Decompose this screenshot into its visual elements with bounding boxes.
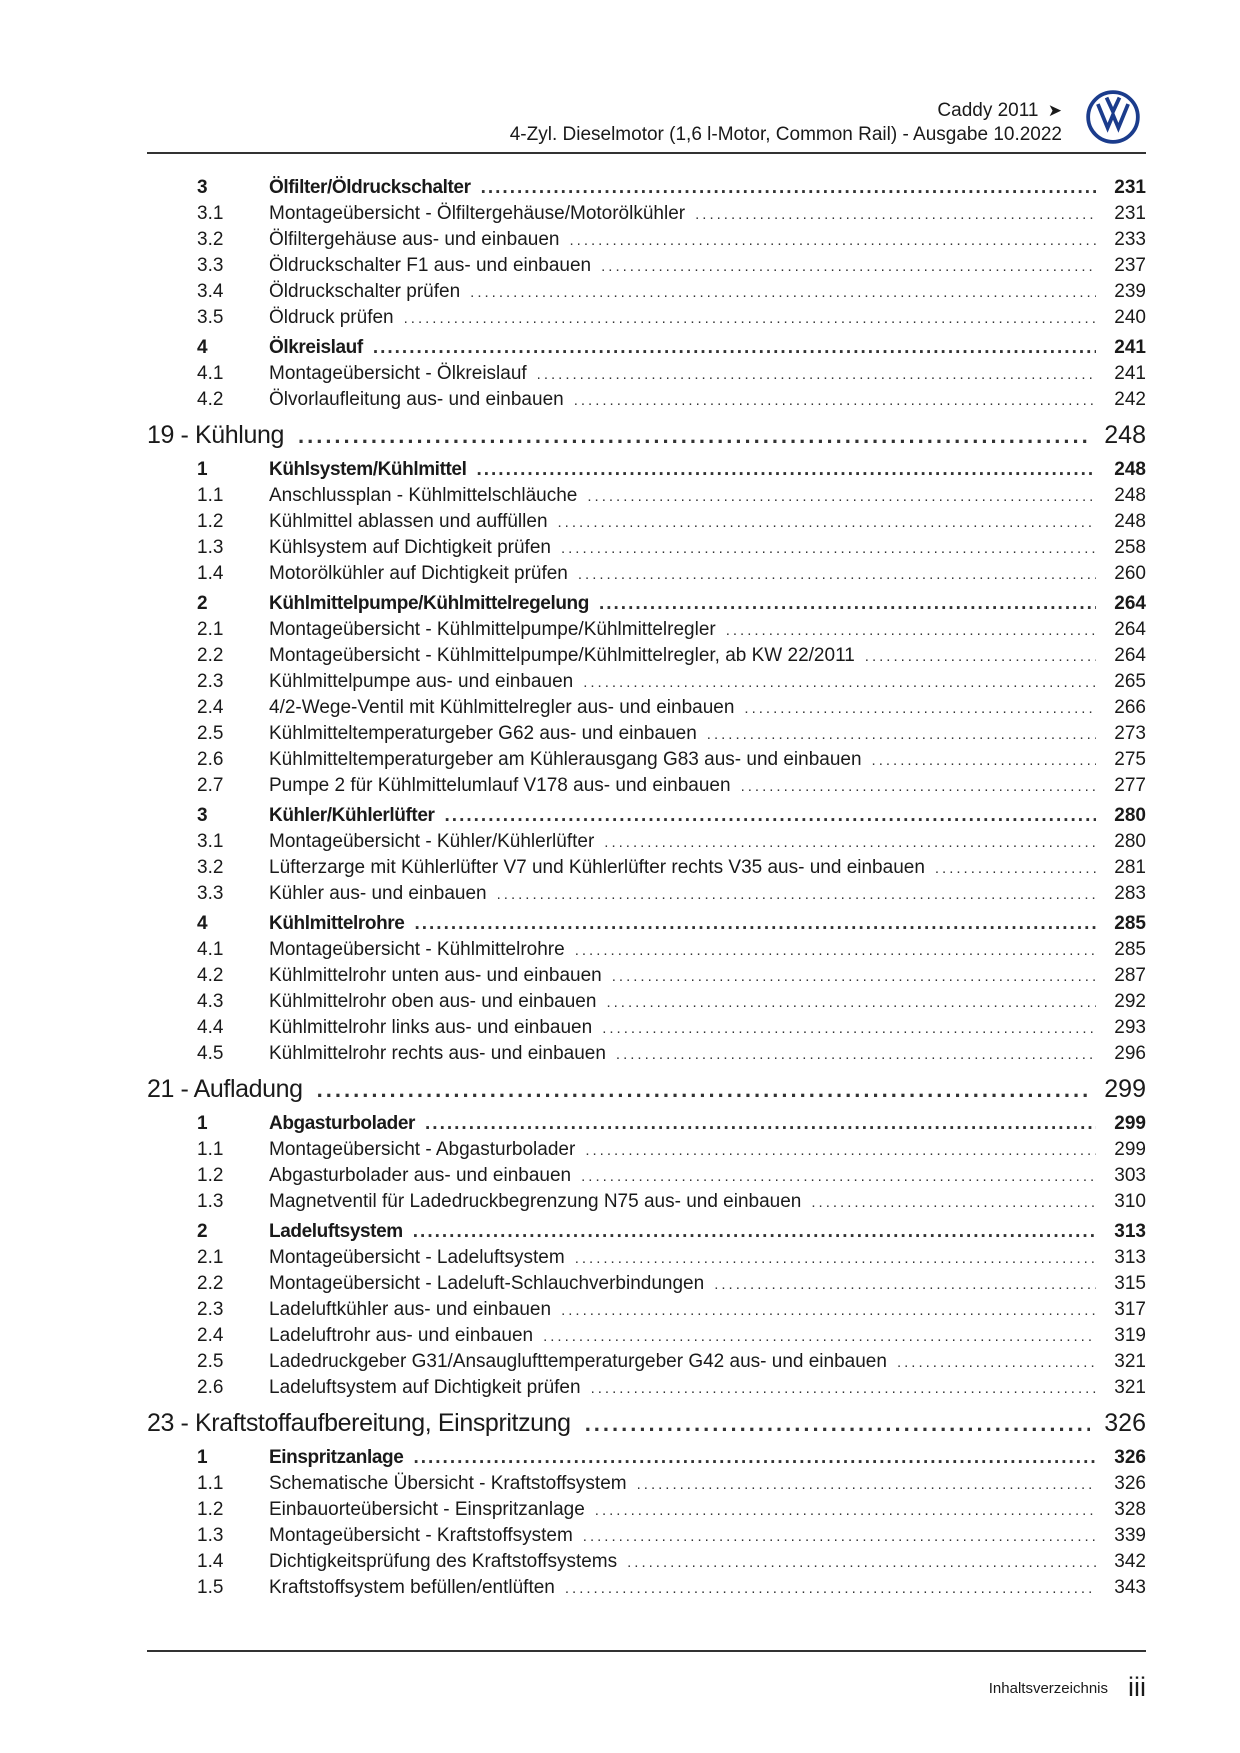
toc-entry-number: 1.1 — [197, 1139, 224, 1160]
toc-subsection-entry[interactable] — [147, 485, 1146, 511]
toc-entry-number: 2.4 — [197, 697, 224, 718]
toc-entry-page: 283 — [1114, 883, 1146, 904]
toc-entry-title: Montageübersicht - Kühlmittelpumpe/Kühlmittelregler, ab KW 22/2011 — [269, 645, 855, 666]
toc-entry-title: Kühlmittelrohr rechts aus- und einbauen — [269, 1043, 606, 1064]
toc-leader-dots — [585, 1411, 1091, 1437]
toc-entry-title: Kühlmitteltemperaturgeber am Kühlerausgang G83 aus- und einbauen — [269, 749, 862, 770]
toc-entry-page: 260 — [1114, 563, 1146, 584]
toc-entry-page: 275 — [1114, 749, 1146, 770]
toc-entry-number: 4.4 — [197, 1017, 224, 1038]
toc-entry-page: 319 — [1114, 1325, 1146, 1346]
toc-entry-title: Kühlmittelpumpe/Kühlmittelregelung — [269, 593, 589, 614]
toc-entry-page: 321 — [1114, 1377, 1146, 1398]
footer-label: Inhaltsverzeichnis — [988, 1680, 1108, 1697]
toc-leader-dots — [565, 1580, 1096, 1597]
toc-subsection-entry[interactable] — [147, 749, 1146, 775]
toc-entry-title: 19 - Kühlung — [147, 421, 284, 449]
toc-entry-page: 241 — [1114, 363, 1146, 384]
toc-leader-dots — [585, 1142, 1096, 1159]
toc-leader-dots — [543, 1328, 1096, 1345]
toc-subsection-entry[interactable] — [147, 1247, 1146, 1273]
toc-subsection-entry[interactable] — [147, 619, 1146, 645]
toc-entry-page: 296 — [1114, 1043, 1146, 1064]
toc-entry-number: 1.2 — [197, 511, 224, 532]
toc-section-entry[interactable] — [147, 1113, 1146, 1139]
toc-entry-title: Ölfiltergehäuse aus- und einbauen — [269, 229, 560, 250]
toc-entry-page: 326 — [1114, 1473, 1146, 1494]
toc-leader-dots — [606, 994, 1096, 1011]
page-footer — [147, 1650, 1146, 1712]
toc-subsection-entry[interactable] — [147, 775, 1146, 801]
toc-subsection-entry[interactable] — [147, 389, 1146, 415]
toc-entry-title: Kühlmittelpumpe aus- und einbauen — [269, 671, 574, 692]
toc-leader-dots — [897, 1354, 1096, 1371]
toc-subsection-entry[interactable] — [147, 1473, 1146, 1499]
toc-entry-title: Öldruckschalter F1 aus- und einbauen — [269, 255, 592, 276]
toc-entry-title: 21 - Aufladung — [147, 1075, 303, 1103]
toc-entry-number: 3.3 — [197, 255, 224, 276]
toc-entry-number: 3.3 — [197, 883, 224, 904]
toc-entry-page: 287 — [1114, 965, 1146, 986]
toc-entry-page: 277 — [1114, 775, 1146, 796]
toc-entry-page: 248 — [1114, 511, 1146, 532]
toc-entry-title: Anschlussplan - Kühlmittelschläuche — [269, 485, 578, 506]
toc-entry-page: 281 — [1114, 857, 1146, 878]
toc-entry-number: 4.5 — [197, 1043, 224, 1064]
toc-entry-page: 313 — [1114, 1247, 1146, 1268]
toc-subsection-entry[interactable] — [147, 831, 1146, 857]
toc-entry-number: 2 — [197, 593, 208, 614]
toc-entry-title: 4/2-Wege-Ventil mit Kühlmittelregler aus- und einbauen — [269, 697, 735, 718]
toc-entry-number: 4.2 — [197, 965, 224, 986]
toc-entry-title: Kühlmittelrohre — [269, 913, 405, 934]
toc-entry-number: 1.1 — [197, 485, 224, 506]
toc-subsection-entry[interactable] — [147, 645, 1146, 671]
toc-entry-title: Öldruckschalter prüfen — [269, 281, 461, 302]
toc-leader-dots — [637, 1476, 1096, 1493]
toc-section-entry[interactable] — [147, 177, 1146, 203]
toc-entry-title: Kühler/Kühlerlüfter — [269, 805, 435, 826]
toc-leader-dots — [595, 1502, 1096, 1519]
toc-entry-title: Kraftstoffsystem befüllen/entlüften — [269, 1577, 555, 1598]
toc-entry-page: 231 — [1114, 177, 1146, 198]
toc-entry-number: 2.1 — [197, 1247, 224, 1268]
toc-entry-number: 3.5 — [197, 307, 224, 328]
toc-entry-page: 248 — [1114, 459, 1146, 480]
toc-subsection-entry[interactable] — [147, 1325, 1146, 1351]
toc-entry-page: 265 — [1114, 671, 1146, 692]
toc-entry-number: 4.2 — [197, 389, 224, 410]
toc-leader-dots — [612, 968, 1096, 985]
toc-entry-title: Ölvorlaufleitung aus- und einbauen — [269, 389, 564, 410]
toc-entry-page: 258 — [1114, 537, 1146, 558]
toc-entry-title: Kühlsystem auf Dichtigkeit prüfen — [269, 537, 551, 558]
toc-entry-page: 264 — [1114, 593, 1146, 614]
toc-subsection-entry[interactable] — [147, 1577, 1146, 1603]
toc-entry-number: 2 — [197, 1221, 208, 1242]
toc-entry-number: 4.1 — [197, 939, 224, 960]
toc-entry-number: 1 — [197, 459, 208, 480]
toc-leader-dots — [744, 700, 1096, 717]
toc-subsection-entry[interactable] — [147, 939, 1146, 965]
toc-section-entry[interactable] — [147, 1447, 1146, 1473]
toc-subsection-entry[interactable] — [147, 1525, 1146, 1551]
toc-section-entry[interactable] — [147, 593, 1146, 619]
toc-entry-number: 3.2 — [197, 229, 224, 250]
toc-subsection-entry[interactable] — [147, 1165, 1146, 1191]
toc-entry-title: Einspritzanlage — [269, 1447, 404, 1468]
toc-entry-title: Dichtigkeitsprüfung des Kraftstoffsystems — [269, 1551, 618, 1572]
toc-leader-dots — [317, 1077, 1091, 1103]
toc-entry-page: 317 — [1114, 1299, 1146, 1320]
toc-entry-number: 2.5 — [197, 1351, 224, 1372]
toc-leader-dots — [811, 1194, 1096, 1211]
toc-entry-title: Montageübersicht - Kühler/Kühlerlüfter — [269, 831, 595, 852]
toc-entry-page: 315 — [1114, 1273, 1146, 1294]
toc-subsection-entry[interactable] — [147, 1273, 1146, 1299]
toc-leader-dots — [476, 459, 1096, 481]
toc-subsection-entry[interactable] — [147, 965, 1146, 991]
toc-subsection-entry[interactable] — [147, 203, 1146, 229]
toc-subsection-entry[interactable] — [147, 723, 1146, 749]
toc-leader-dots — [616, 1046, 1096, 1063]
toc-entry-title: Ladedruckgeber G31/Ansauglufttemperaturgeber G42 aus- und einbauen — [269, 1351, 887, 1372]
toc-leader-dots — [604, 834, 1096, 851]
toc-entry-page: 326 — [1114, 1447, 1146, 1468]
toc-entry-number: 1 — [197, 1113, 208, 1134]
toc-entry-page: 242 — [1114, 389, 1146, 410]
toc-leader-dots — [714, 1276, 1096, 1293]
toc-entry-number: 2.6 — [197, 1377, 224, 1398]
toc-entry-number: 2.3 — [197, 671, 224, 692]
header-model-line — [937, 100, 1062, 122]
toc-leader-dots — [470, 284, 1096, 301]
toc-section-entry[interactable] — [147, 913, 1146, 939]
page-header — [147, 96, 1146, 154]
toc-leader-dots — [413, 1447, 1096, 1469]
toc-entry-number: 1.1 — [197, 1473, 224, 1494]
toc-entry-number: 2.2 — [197, 1273, 224, 1294]
toc-entry-title: Montageübersicht - Kraftstoffsystem — [269, 1525, 573, 1546]
toc-entry-page: 299 — [1114, 1139, 1146, 1160]
toc-leader-dots — [558, 514, 1096, 531]
toc-subsection-entry[interactable] — [147, 1499, 1146, 1525]
toc-entry-page: 339 — [1114, 1525, 1146, 1546]
toc-section-entry[interactable] — [147, 1221, 1146, 1247]
toc-entry-number: 2.2 — [197, 645, 224, 666]
toc-chapter-entry[interactable] — [147, 421, 1146, 457]
toc-subsection-entry[interactable] — [147, 883, 1146, 909]
toc-entry-title: Ladeluftkühler aus- und einbauen — [269, 1299, 552, 1320]
toc-subsection-entry[interactable] — [147, 991, 1146, 1017]
toc-entry-page: 299 — [1114, 1113, 1146, 1134]
header-subtitle: 4-Zyl. Dieselmotor (1,6 l-Motor, Common Rail) - Ausgabe 10.2022 — [509, 124, 1062, 145]
toc-subsection-entry[interactable] — [147, 1043, 1146, 1069]
toc-leader-dots — [872, 752, 1096, 769]
toc-subsection-entry[interactable] — [147, 511, 1146, 537]
toc-leader-dots — [497, 886, 1096, 903]
toc-chapter-entry[interactable] — [147, 1409, 1146, 1445]
footer-page-number: iii — [1128, 1672, 1146, 1702]
toc-leader-dots — [741, 778, 1096, 795]
toc-leader-dots — [726, 622, 1096, 639]
toc-entry-page: 321 — [1114, 1351, 1146, 1372]
toc-entry-number: 1.3 — [197, 1525, 224, 1546]
toc-leader-dots — [935, 860, 1096, 877]
toc-entry-title: Montageübersicht - Kühlmittelrohre — [269, 939, 565, 960]
toc-leader-dots — [583, 1528, 1096, 1545]
toc-subsection-entry[interactable] — [147, 563, 1146, 589]
toc-entry-number: 1 — [197, 1447, 208, 1468]
toc-entry-number: 2.1 — [197, 619, 224, 640]
toc-entry-title: Kühlsystem/Kühlmittel — [269, 459, 467, 480]
toc-entry-page: 239 — [1114, 281, 1146, 302]
toc-entry-number: 4.1 — [197, 363, 224, 384]
toc-leader-dots — [695, 206, 1096, 223]
toc-entry-title: Abgasturbolader aus- und einbauen — [269, 1165, 572, 1186]
toc-entry-number: 3.4 — [197, 281, 224, 302]
toc-entry-title: Ladeluftsystem — [269, 1221, 403, 1242]
toc-entry-page: 313 — [1114, 1221, 1146, 1242]
toc-leader-dots — [414, 913, 1096, 935]
toc-entry-page: 303 — [1114, 1165, 1146, 1186]
toc-leader-dots — [578, 566, 1096, 583]
toc-subsection-entry[interactable] — [147, 537, 1146, 563]
toc-subsection-entry[interactable] — [147, 307, 1146, 333]
toc-leader-dots — [481, 177, 1096, 199]
toc-entry-page: 248 — [1104, 421, 1146, 449]
toc-subsection-entry[interactable] — [147, 697, 1146, 723]
toc-section-entry[interactable] — [147, 459, 1146, 485]
toc-entry-title: Öldruck prüfen — [269, 307, 394, 328]
toc-leader-dots — [587, 488, 1096, 505]
toc-leader-dots — [575, 1250, 1096, 1267]
toc-subsection-entry[interactable] — [147, 363, 1146, 389]
toc-entry-number: 3.1 — [197, 831, 224, 852]
toc-entry-page: 241 — [1114, 337, 1146, 358]
toc-entry-title: Ladeluftsystem auf Dichtigkeit prüfen — [269, 1377, 581, 1398]
toc-subsection-entry[interactable] — [147, 1377, 1146, 1403]
toc-entry-page: 280 — [1114, 831, 1146, 852]
toc-leader-dots — [591, 1380, 1096, 1397]
toc-leader-dots — [707, 726, 1096, 743]
toc-entry-title: Kühlmittel ablassen und auffüllen — [269, 511, 548, 532]
toc-subsection-entry[interactable] — [147, 1351, 1146, 1377]
toc-entry-title: Ölkreislauf — [269, 337, 363, 358]
toc-entry-number: 1.5 — [197, 1577, 224, 1598]
toc-entry-title: 23 - Kraftstoffaufbereitung, Einspritzung — [147, 1409, 571, 1437]
toc-subsection-entry[interactable] — [147, 1139, 1146, 1165]
toc-entry-title: Motorölkühler auf Dichtigkeit prüfen — [269, 563, 568, 584]
toc-entry-page: 266 — [1114, 697, 1146, 718]
toc-entry-number: 1.4 — [197, 563, 224, 584]
toc-entry-page: 310 — [1114, 1191, 1146, 1212]
toc-entry-page: 299 — [1104, 1075, 1146, 1103]
toc-entry-title: Montageübersicht - Ladeluft-Schlauchverbindungen — [269, 1273, 705, 1294]
toc-leader-dots — [373, 337, 1096, 359]
toc-entry-page: 285 — [1114, 913, 1146, 934]
toc-entry-number: 1.2 — [197, 1165, 224, 1186]
toc-leader-dots — [581, 1168, 1096, 1185]
toc-entry-page: 264 — [1114, 619, 1146, 640]
toc-leader-dots — [865, 648, 1096, 665]
toc-entry-number: 1.3 — [197, 1191, 224, 1212]
toc-subsection-entry[interactable] — [147, 1299, 1146, 1325]
toc-subsection-entry[interactable] — [147, 1191, 1146, 1217]
toc-entry-title: Magnetventil für Ladedruckbegrenzung N75 aus- und einbauen — [269, 1191, 802, 1212]
toc-entry-page: 293 — [1114, 1017, 1146, 1038]
toc-leader-dots — [583, 674, 1096, 691]
toc-entry-title: Kühlmittelrohr unten aus- und einbauen — [269, 965, 602, 986]
toc-entry-page: 248 — [1114, 485, 1146, 506]
vw-logo-icon — [1086, 90, 1140, 144]
toc-subsection-entry[interactable] — [147, 281, 1146, 307]
toc-leader-dots — [413, 1221, 1096, 1243]
toc-subsection-entry[interactable] — [147, 255, 1146, 281]
toc-subsection-entry[interactable] — [147, 857, 1146, 883]
toc-entry-title: Montageübersicht - Abgasturbolader — [269, 1139, 576, 1160]
toc-entry-number: 2.6 — [197, 749, 224, 770]
toc-entry-title: Ölfilter/Öldruckschalter — [269, 177, 471, 198]
toc-leader-dots — [561, 540, 1096, 557]
toc-entry-page: 342 — [1114, 1551, 1146, 1572]
toc-entry-title: Lüfterzarge mit Kühlerlüfter V7 und Kühlerlüfter rechts V35 aus- und einbauen — [269, 857, 925, 878]
toc-entry-page: 292 — [1114, 991, 1146, 1012]
toc-section-entry[interactable] — [147, 337, 1146, 363]
toc-entry-number: 4 — [197, 913, 208, 934]
toc-subsection-entry[interactable] — [147, 1551, 1146, 1577]
toc-entry-title: Schematische Übersicht - Kraftstoffsystem — [269, 1473, 627, 1494]
toc-entry-page: 233 — [1114, 229, 1146, 250]
toc-entry-number: 1.3 — [197, 537, 224, 558]
toc-entry-page: 240 — [1114, 307, 1146, 328]
toc-leader-dots — [425, 1113, 1096, 1135]
toc-entry-number: 3.2 — [197, 857, 224, 878]
toc-entry-number: 3 — [197, 177, 208, 198]
arrow-icon: ➤ — [1047, 101, 1062, 120]
toc-entry-title: Einbauorteübersicht - Einspritzanlage — [269, 1499, 585, 1520]
toc-section-entry[interactable] — [147, 805, 1146, 831]
toc-entry-page: 273 — [1114, 723, 1146, 744]
toc-entry-number: 2.5 — [197, 723, 224, 744]
toc-leader-dots — [445, 805, 1096, 827]
toc-entry-title: Abgasturbolader — [269, 1113, 416, 1134]
toc-leader-dots — [404, 310, 1096, 327]
toc-entry-number: 3 — [197, 805, 208, 826]
toc-entry-number: 2.3 — [197, 1299, 224, 1320]
toc-entry-page: 326 — [1104, 1409, 1146, 1437]
toc-leader-dots — [298, 423, 1090, 449]
table-of-contents — [147, 177, 1146, 1603]
toc-entry-number: 2.7 — [197, 775, 224, 796]
toc-leader-dots — [601, 258, 1096, 275]
toc-leader-dots — [602, 1020, 1096, 1037]
toc-entry-title: Montageübersicht - Kühlmittelpumpe/Kühlmittelregler — [269, 619, 716, 640]
toc-entry-page: 231 — [1114, 203, 1146, 224]
toc-entry-page: 237 — [1114, 255, 1146, 276]
toc-entry-number: 1.4 — [197, 1551, 224, 1572]
toc-entry-title: Montageübersicht - Ladeluftsystem — [269, 1247, 565, 1268]
toc-entry-page: 328 — [1114, 1499, 1146, 1520]
toc-leader-dots — [627, 1554, 1096, 1571]
toc-entry-title: Kühlmittelrohr links aus- und einbauen — [269, 1017, 593, 1038]
toc-entry-page: 285 — [1114, 939, 1146, 960]
toc-entry-title: Kühlmitteltemperaturgeber G62 aus- und einbauen — [269, 723, 697, 744]
toc-entry-number: 1.2 — [197, 1499, 224, 1520]
toc-leader-dots — [574, 392, 1096, 409]
toc-subsection-entry[interactable] — [147, 1017, 1146, 1043]
toc-entry-page: 280 — [1114, 805, 1146, 826]
toc-leader-dots — [569, 232, 1096, 249]
toc-subsection-entry[interactable] — [147, 229, 1146, 255]
toc-entry-title: Kühler aus- und einbauen — [269, 883, 487, 904]
toc-entry-number: 4 — [197, 337, 208, 358]
toc-entry-title: Ladeluftrohr aus- und einbauen — [269, 1325, 534, 1346]
toc-leader-dots — [599, 593, 1096, 615]
toc-entry-title: Montageübersicht - Ölkreislauf — [269, 363, 527, 384]
toc-entry-title: Kühlmittelrohr oben aus- und einbauen — [269, 991, 597, 1012]
toc-subsection-entry[interactable] — [147, 671, 1146, 697]
toc-entry-number: 3.1 — [197, 203, 224, 224]
toc-leader-dots — [537, 366, 1096, 383]
toc-entry-page: 343 — [1114, 1577, 1146, 1598]
toc-chapter-entry[interactable] — [147, 1075, 1146, 1111]
header-model: Caddy 2011 — [937, 100, 1039, 121]
toc-entry-title: Pumpe 2 für Kühlmittelumlauf V178 aus- und einbauen — [269, 775, 731, 796]
toc-entry-title: Montageübersicht - Ölfiltergehäuse/Motorölkühler — [269, 203, 686, 224]
toc-entry-number: 2.4 — [197, 1325, 224, 1346]
toc-entry-number: 4.3 — [197, 991, 224, 1012]
toc-leader-dots — [575, 942, 1096, 959]
toc-leader-dots — [561, 1302, 1096, 1319]
toc-entry-page: 264 — [1114, 645, 1146, 666]
